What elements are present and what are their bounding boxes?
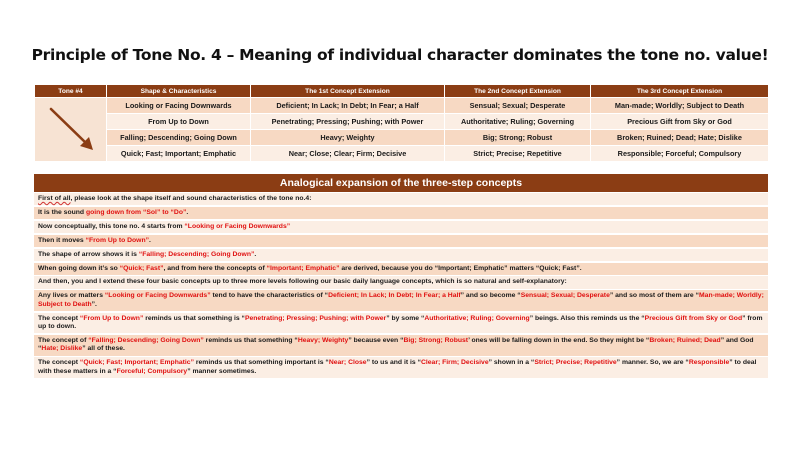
paragraph-text: ’ ones will be falling down in the end. So they might be “ [468, 336, 650, 344]
paragraph-text: ” from up to down. [38, 314, 763, 331]
highlight-text: Broken; Ruined; Dead [649, 336, 721, 344]
highlight-text: Sensual; Sexual; Desperate [520, 292, 610, 300]
paragraph-text: tend to have the characteristics of “ [210, 292, 329, 300]
tone-table [34, 84, 769, 162]
table-row [35, 98, 769, 114]
highlight-text: “Quick; Fast; Important; Emphatic” [79, 359, 194, 367]
table-cell: Authoritative; Ruling; Governing [445, 114, 591, 130]
table-cell: Heavy; Weighty [251, 130, 445, 146]
highlight-text: going down from “Sol” to “Do” [85, 208, 187, 216]
paragraph-row [34, 357, 768, 378]
paragraph-text: First of all [38, 195, 71, 202]
table-cell: Quick; Fast; Important; Emphatic [107, 146, 251, 162]
paragraph-text: When going down it’s so [38, 264, 120, 272]
tone-arrow-cell [35, 98, 107, 162]
paragraph-row [34, 207, 768, 219]
table-cell: Big; Strong; Robust [445, 130, 591, 146]
highlight-text: “From Up to Down” [79, 314, 144, 322]
table-cell: Man-made; Worldly; Subject to Death [591, 98, 769, 114]
paragraph-text: Any lives or matters [38, 292, 105, 300]
paragraph-text: ” all of these. [82, 345, 125, 353]
table-header-row [35, 85, 769, 98]
table-cell: Penetrating; Pressing; Pushing; with Power [251, 114, 445, 130]
highlight-text: Deficient; In Lack; In Debt; In Fear; a Half [328, 292, 461, 300]
highlight-text: Responsible [688, 359, 730, 367]
table-cell: Deficient; In Lack; In Debt; In Fear; a Half [251, 98, 445, 114]
table-cell: Sensual; Sexual; Desperate [445, 98, 591, 114]
highlight-text: Hate; Dislike [41, 345, 83, 353]
paragraph-text: And then, you and I extend these four basic concepts up to three more levels following our basic daily language concepts, which is so natural and self-explanatory: [38, 278, 567, 286]
highlight-text: “Looking or Facing Downwards” [184, 222, 291, 230]
paragraph-text: ” and God “ [38, 336, 754, 353]
highlight-text: “Looking or Facing Downwards” [104, 292, 211, 300]
paragraph-text: ”. [91, 300, 97, 308]
table-cell: Strict; Precise; Repetitive [445, 146, 591, 162]
analogical-expansion-section [34, 174, 768, 380]
paragraph-text: reminds us that something “ [203, 336, 298, 344]
highlight-text: Man-made; Worldly; Subject to Death [38, 292, 764, 308]
highlight-text: Big; Strong; Robust [403, 336, 469, 344]
paragraph-text: ” because even “ [348, 336, 404, 344]
paragraph-row [34, 313, 768, 334]
paragraph-row [34, 290, 768, 311]
paragraph-text: ” and so become “ [460, 292, 521, 300]
paragraph-text: The shape of arrow shows it is [38, 250, 139, 258]
paragraph-text: It is the sound [38, 208, 86, 216]
paragraph-text: ” to deal with these matters in a “ [38, 359, 757, 375]
paragraph-text: reminds us that something important is “ [193, 359, 329, 367]
paragraph-row [34, 335, 768, 356]
paragraph-text: reminds us that something is “ [143, 314, 245, 322]
table-cell: Precious Gift from Sky or God [591, 114, 769, 130]
highlight-text: Near; Close [328, 359, 367, 367]
header-ext3: The 3rd Concept Extension [591, 85, 769, 98]
header-shape: Shape & Characteristics [107, 85, 251, 98]
highlight-text: “Important; Emphatic” [266, 264, 340, 272]
paragraph-text: ” beings. Also this reminds us the “ [529, 314, 645, 322]
table-cell: Looking or Facing Downwards [107, 98, 251, 114]
paragraph-text: ” shown in a “ [488, 359, 535, 367]
highlight-text: Heavy; Weighty [297, 336, 349, 344]
table-cell: Responsible; Forceful; Compulsory [591, 146, 769, 162]
paragraph-text: Then it moves [38, 236, 86, 244]
table-cell: Falling; Descending; Going Down [107, 130, 251, 146]
table-row [35, 114, 769, 130]
paragraph-row [34, 193, 768, 205]
paragraph-text: , and from here the concepts of [163, 264, 267, 272]
paragraph-text: ” by some “ [386, 314, 425, 322]
paragraph-text: , please look at the shape itself and sound characteristics of the tone no.4: [70, 195, 312, 202]
paragraph-row [34, 276, 768, 288]
paragraph-row [34, 235, 768, 247]
paragraph-text: The concept of [38, 336, 89, 344]
paragraph-text: The concept [38, 314, 80, 322]
down-right-arrow-icon [41, 101, 101, 157]
paragraph-row [34, 249, 768, 261]
table-cell: Near; Close; Clear; Firm; Decisive [251, 146, 445, 162]
highlight-text: “Falling; Descending; Going Down” [88, 336, 204, 344]
paragraph-text: . [149, 236, 151, 244]
header-ext2: The 2nd Concept Extension [445, 85, 591, 98]
section-title: Analogical expansion of the three-step concepts [34, 174, 768, 192]
header-tone: Tone #4 [35, 85, 107, 98]
highlight-text: Strict; Precise; Repetitive [534, 359, 617, 367]
paragraph-text: ” and so most of them are “ [609, 292, 699, 300]
paragraph-text: ” to us and it is “ [366, 359, 421, 367]
paragraph-text: ” manner sometimes. [187, 367, 257, 375]
highlight-text: Forceful; Compulsory [116, 367, 188, 375]
highlight-text: “Falling; Descending; Going Down” [138, 250, 255, 258]
table-cell: Broken; Ruined; Dead; Hate; Dislike [591, 130, 769, 146]
slide-title: Principle of Tone No. 4 – Meaning of individual character dominates the tone no. value! [31, 46, 769, 64]
paragraph-text: . [254, 250, 257, 258]
paragraph-text: Now conceptually, this tone no. 4 starts from [38, 222, 185, 230]
paragraph-list [34, 193, 768, 378]
highlight-text: Precious Gift from Sky or God [644, 314, 743, 322]
paragraph-row [34, 221, 768, 233]
paragraph-text: are derived, because you do “Important; Emphatic” matters “Quick; Fast”. [339, 264, 582, 272]
paragraph-row [34, 263, 768, 275]
highlight-text: “From Up to Down” [85, 236, 150, 244]
header-ext1: The 1st Concept Extension [251, 85, 445, 98]
table-row [35, 130, 769, 146]
highlight-text: Clear; Firm; Decisive [420, 359, 489, 367]
highlight-text: “Quick; Fast” [119, 264, 164, 272]
highlight-text: Penetrating; Pressing; Pushing; with Power [244, 314, 387, 322]
table-cell: From Up to Down [107, 114, 251, 130]
paragraph-text: ” manner. So, we are “ [616, 359, 689, 367]
table-row [35, 146, 769, 162]
highlight-text: Authoritative; Ruling; Governing [424, 314, 530, 322]
paragraph-text: The concept [38, 359, 80, 367]
paragraph-text: . [186, 208, 189, 216]
